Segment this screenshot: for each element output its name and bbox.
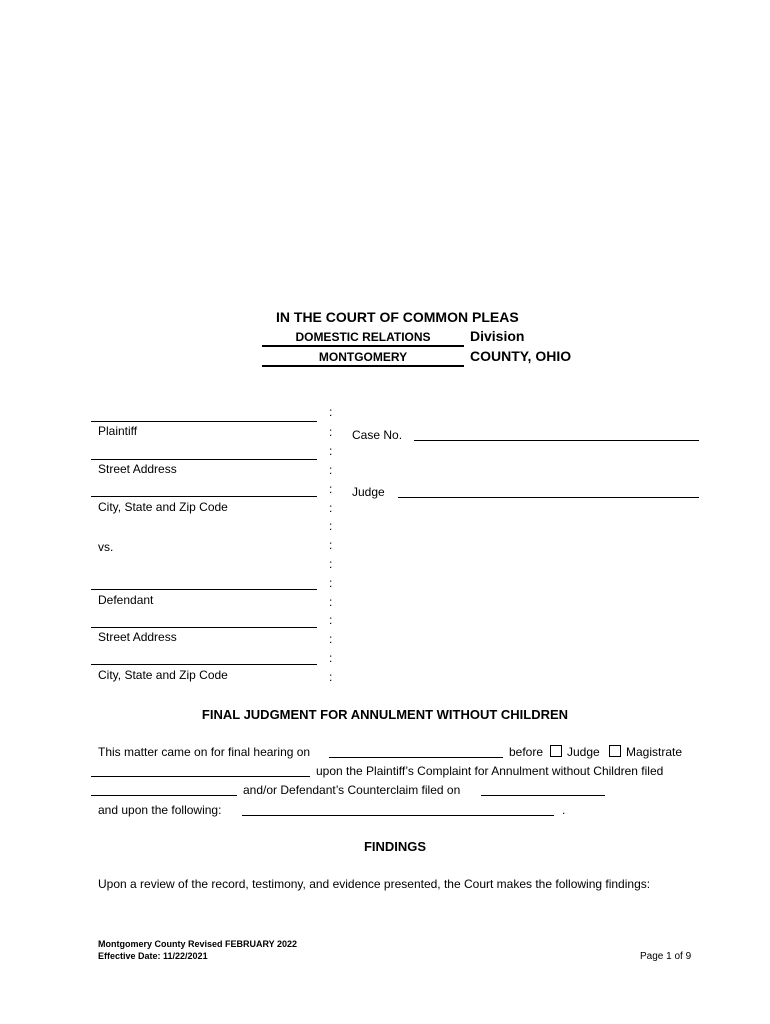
complaint-filed-date-field[interactable] [91,795,237,796]
following-text: and upon the following: [98,803,222,817]
county-field[interactable]: MONTGOMERY [318,350,408,364]
colon: : [329,425,333,439]
colon: : [329,670,333,684]
defendant-city-label: City, State and Zip Code [98,668,228,682]
division-field[interactable]: DOMESTIC RELATIONS [295,330,431,344]
plaintiff-street-label: Street Address [98,462,177,476]
plaintiff-name-field[interactable] [91,421,317,422]
defendant-city-field[interactable] [91,664,317,665]
counterclaim-text: and/or Defendant’s Counterclaim filed on [243,783,461,797]
plaintiff-city-label: City, State and Zip Code [98,500,228,514]
defendant-street-field[interactable] [91,627,317,628]
county-label: COUNTY, OHIO [470,348,572,364]
footer-revised: Montgomery County Revised FEBRUARY 2022 [98,939,298,949]
magistrate-option-label: Magistrate [626,745,683,759]
judge-checkbox[interactable] [550,745,562,757]
colon: : [329,519,333,533]
period-text: . [562,803,566,817]
colon: : [329,405,333,419]
footer-effective-date: Effective Date: 11/22/2021 [98,951,208,961]
defendant-label: Defendant [98,593,154,607]
colon: : [329,444,333,458]
colon: : [329,576,333,590]
colon: : [329,482,333,496]
defendant-name-field[interactable] [91,589,317,590]
county-underline [262,365,464,367]
plaintiff-street-field[interactable] [91,459,317,460]
colon: : [329,538,333,552]
defendant-street-label: Street Address [98,630,177,644]
counterclaim-date-field[interactable] [481,795,605,796]
magistrate-checkbox[interactable] [609,745,621,757]
before-text: before [509,745,544,759]
colon: : [329,463,333,477]
colon: : [329,501,333,515]
hearing-text: This matter came on for final hearing on [98,745,311,759]
plaintiff-label: Plaintiff [98,424,138,438]
colon: : [329,557,333,571]
page-number: Page 1 of 9 [640,951,692,962]
colon: : [329,651,333,665]
division-label: Division [470,328,525,344]
plaintiff-city-field[interactable] [91,496,317,497]
colon: : [329,595,333,609]
hearing-officer-field[interactable] [91,776,310,777]
document-title: FINAL JUDGMENT FOR ANNULMENT WITHOUT CHILDREN [201,707,569,722]
division-underline [262,345,464,347]
complaint-text: upon the Plaintiff’s Complaint for Annulment without Children filed [316,764,664,778]
findings-heading: FINDINGS [363,839,427,854]
hearing-date-field[interactable] [329,757,503,758]
versus-label: vs. [98,540,114,554]
judge-field[interactable] [398,497,699,498]
colon: : [329,613,333,627]
court-title: IN THE COURT OF COMMON PLEAS [276,309,519,325]
judge-label: Judge [352,485,385,499]
case-number-field[interactable] [414,440,699,441]
colon: : [329,632,333,646]
judge-option-label: Judge [567,745,600,759]
case-number-label: Case No. [352,428,403,442]
findings-text: Upon a review of the record, testimony, and evidence presented, the Court makes the following findings: [98,877,651,891]
following-field[interactable] [242,815,554,816]
